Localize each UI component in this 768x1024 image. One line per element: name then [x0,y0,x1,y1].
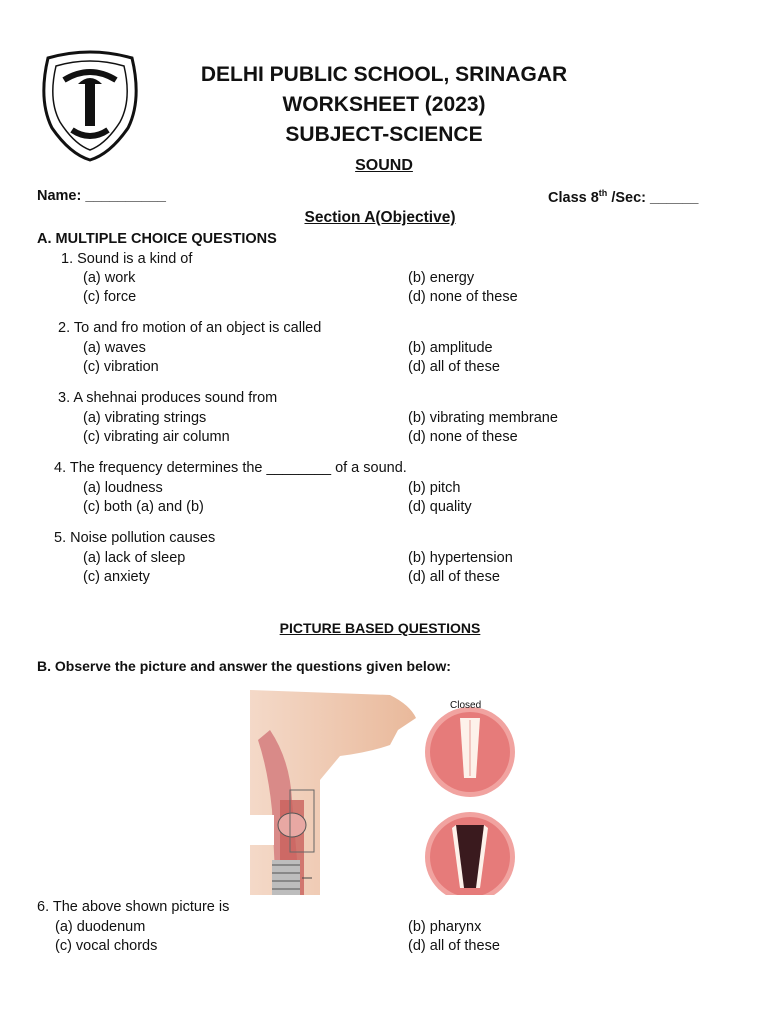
question-1: 1. Sound is a kind of [61,251,193,267]
q3-option-c: (c) vibrating air column [83,429,230,445]
school-name: DELHI PUBLIC SCHOOL, SRINAGAR [200,63,568,86]
q4-option-c: (c) both (a) and (b) [83,499,204,515]
q1-option-a: (a) work [83,270,136,286]
question-3: 3. A shehnai produces sound from [58,390,278,406]
q3-option-a: (a) vibrating strings [83,410,207,426]
q6-option-b: (b) pharynx [408,919,482,935]
q4-option-d: (d) quality [408,499,472,515]
q2-option-b: (b) amplitude [408,340,493,356]
q4-option-b: (b) pitch [408,480,461,496]
q6-option-a: (a) duodenum [55,919,146,935]
q5-option-a: (a) lack of sleep [83,550,186,566]
question-5: 5. Noise pollution causes [54,530,216,546]
section-b-heading: B. Observe the picture and answer the questions given below: [37,658,451,674]
q1-option-b: (b) energy [408,270,475,286]
topic-title: SOUND [355,157,413,174]
name-field-label: Name: __________ [37,188,166,204]
q5-option-c: (c) anxiety [83,569,150,585]
q2-option-a: (a) waves [83,340,146,356]
q3-option-d: (d) none of these [408,429,518,445]
q3-option-b: (b) vibrating membrane [408,410,558,426]
q6-option-d: (d) all of these [408,938,500,954]
q5-option-b: (b) hypertension [408,550,513,566]
figure-label-closed: Closed [450,700,482,711]
class-field-label: Class 8th /Sec: ______ [548,188,699,206]
worksheet-title: WORKSHEET (2023) [282,93,486,116]
q1-option-c: (c) force [83,289,137,305]
q1-option-d: (d) none of these [408,289,518,305]
section-a-heading: A. MULTIPLE CHOICE QUESTIONS [37,231,277,247]
section-a-title: Section A(Objective) [304,209,456,226]
q2-option-c: (c) vibration [83,359,159,375]
subject-title: SUBJECT-SCIENCE [285,123,483,146]
question-6: 6. The above shown picture is [37,899,230,915]
q2-option-d: (d) all of these [408,359,500,375]
q6-option-c: (c) vocal chords [55,938,158,954]
q5-option-d: (d) all of these [408,569,500,585]
question-2: 2. To and fro motion of an object is called [58,320,322,336]
section-b-title: PICTURE BASED QUESTIONS [279,620,481,636]
q4-option-a: (a) loudness [83,480,163,496]
vocal-cords-figure [220,690,530,895]
question-4: 4. The frequency determines the ________ of a sound. [54,460,407,476]
